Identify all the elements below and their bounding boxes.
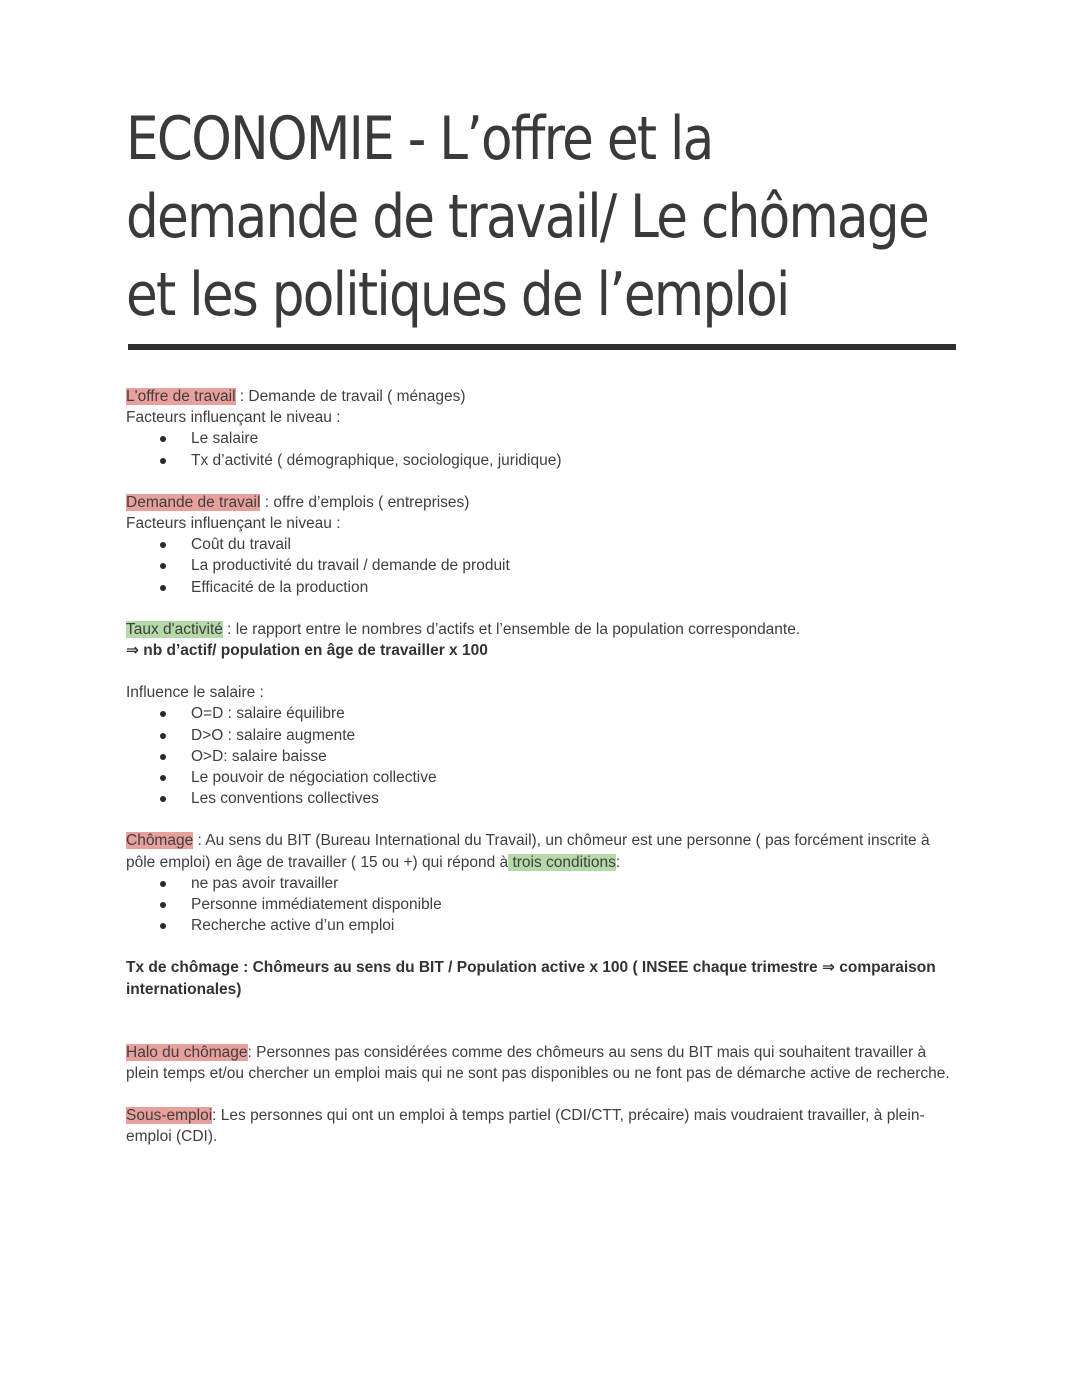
offre-term: L'offre de travail: [126, 388, 236, 405]
sous-emploi-term: Sous-emploi: [126, 1107, 213, 1125]
list-item-text: Les conventions collectives: [191, 790, 379, 808]
list-item-text: Personne immédiatement disponible: [191, 896, 442, 914]
document-page: [126, 100, 956, 1146]
list-item-text: La productivité du travail / demande de produit: [191, 557, 510, 575]
list-item: [126, 894, 956, 915]
list-item-text: Efficacité de la production: [191, 578, 369, 596]
list-item: [126, 577, 956, 598]
demande-factors-label: Facteurs influençant le niveau :: [126, 515, 341, 533]
chomage-definition: [126, 830, 956, 872]
list-item: [126, 534, 956, 555]
list-item: [126, 725, 956, 746]
offre-definition: [126, 386, 956, 407]
halo-definition: [126, 1042, 956, 1084]
bullet-icon: [160, 923, 166, 929]
chomage-conditions-list: [126, 873, 956, 937]
list-item: [126, 873, 956, 894]
document-body: [126, 386, 956, 1148]
bullet-icon: [160, 458, 166, 464]
sous-emploi-def: : Les personnes qui ont un emploi à temps partiel (CDI/CTT, précaire) mais voudraient travailler, à plein-emploi (CDI).: [126, 1107, 925, 1146]
list-item: [126, 788, 956, 809]
demande-def: : offre d’emplois ( entreprises): [260, 493, 470, 511]
bullet-icon: [160, 775, 166, 781]
list-item: [126, 428, 956, 449]
chomage-def-end: :: [615, 853, 621, 871]
halo-def: : Personnes pas considérées comme des chômeurs au sens du BIT mais qui souhaitent travailler à plein temps et/ou chercher un emploi mais qui ne sont pas disponibles ou ne font pas de démarche active de recherche.: [126, 1043, 950, 1083]
list-item: [126, 555, 956, 576]
bullet-icon: [160, 754, 166, 760]
demande-definition: [126, 492, 956, 513]
list-item: [126, 915, 956, 936]
bullet-icon: [160, 881, 166, 887]
chomage-formula: Tx de chômage : Chômeurs au sens du BIT / Population active x 100 ( INSEE chaque trimestre ⇒ comparaison internationales): [126, 959, 936, 998]
chomage-def: : Au sens du BIT (Bureau International du Travail), un chômeur est une personne ( pas forcément inscrite à pôle emploi) en âge de travailler ( 15 ou +) qui répond à: [126, 832, 930, 871]
list-item-text: D>O : salaire augmente: [191, 726, 356, 744]
list-item-text: Recherche active d’un emploi: [191, 917, 395, 935]
list-item: [126, 746, 956, 767]
title-divider: [128, 344, 956, 350]
bullet-icon: [160, 796, 166, 802]
list-item: [126, 703, 956, 724]
taux-formula: ⇒ nb d’actif/ population en âge de travailler x 100: [126, 642, 488, 660]
list-item-text: Coût du travail: [191, 536, 291, 554]
page-title: ECONOMIE - L’offre et la demande de travail/ Le chômage et les politiques de l’emploi: [126, 104, 929, 330]
bullet-icon: [160, 902, 166, 908]
sous-emploi-definition: [126, 1105, 956, 1147]
chomage-term: Chômage: [126, 832, 194, 850]
taux-def: : le rapport entre le nombres d’actifs et l’ensemble de la population correspondante.: [222, 620, 801, 638]
taux-definition: [126, 619, 956, 640]
list-item-text: Tx d’activité ( démographique, sociologique, juridique): [191, 451, 562, 469]
demande-factors-list: [126, 534, 956, 598]
salaire-list: [126, 703, 956, 809]
bullet-icon: [160, 585, 166, 591]
halo-term: Halo du chômage: [126, 1043, 248, 1061]
demande-term: Demande de travail: [126, 493, 261, 511]
chomage-highlight: trois conditions: [508, 853, 616, 871]
list-item-text: Le salaire: [191, 430, 259, 448]
salaire-label: Influence le salaire :: [126, 684, 264, 702]
bullet-icon: [160, 542, 166, 548]
bullet-icon: [160, 563, 166, 569]
list-item-text: Le pouvoir de négociation collective: [191, 769, 437, 787]
list-item-text: O>D: salaire baisse: [191, 747, 327, 765]
list-item-text: ne pas avoir travailler: [191, 874, 339, 892]
bullet-icon: [160, 436, 166, 442]
bullet-icon: [160, 711, 166, 717]
taux-term: Taux d'activité: [126, 620, 223, 638]
list-item: [126, 767, 956, 788]
list-item: [126, 450, 956, 471]
offre-factors-list: [126, 428, 956, 470]
bullet-icon: [160, 733, 166, 739]
offre-def: : Demande de travail ( ménages): [235, 388, 466, 405]
list-item-text: O=D : salaire équilibre: [191, 705, 345, 723]
offre-factors-label: Facteurs influençant le niveau :: [126, 409, 341, 427]
